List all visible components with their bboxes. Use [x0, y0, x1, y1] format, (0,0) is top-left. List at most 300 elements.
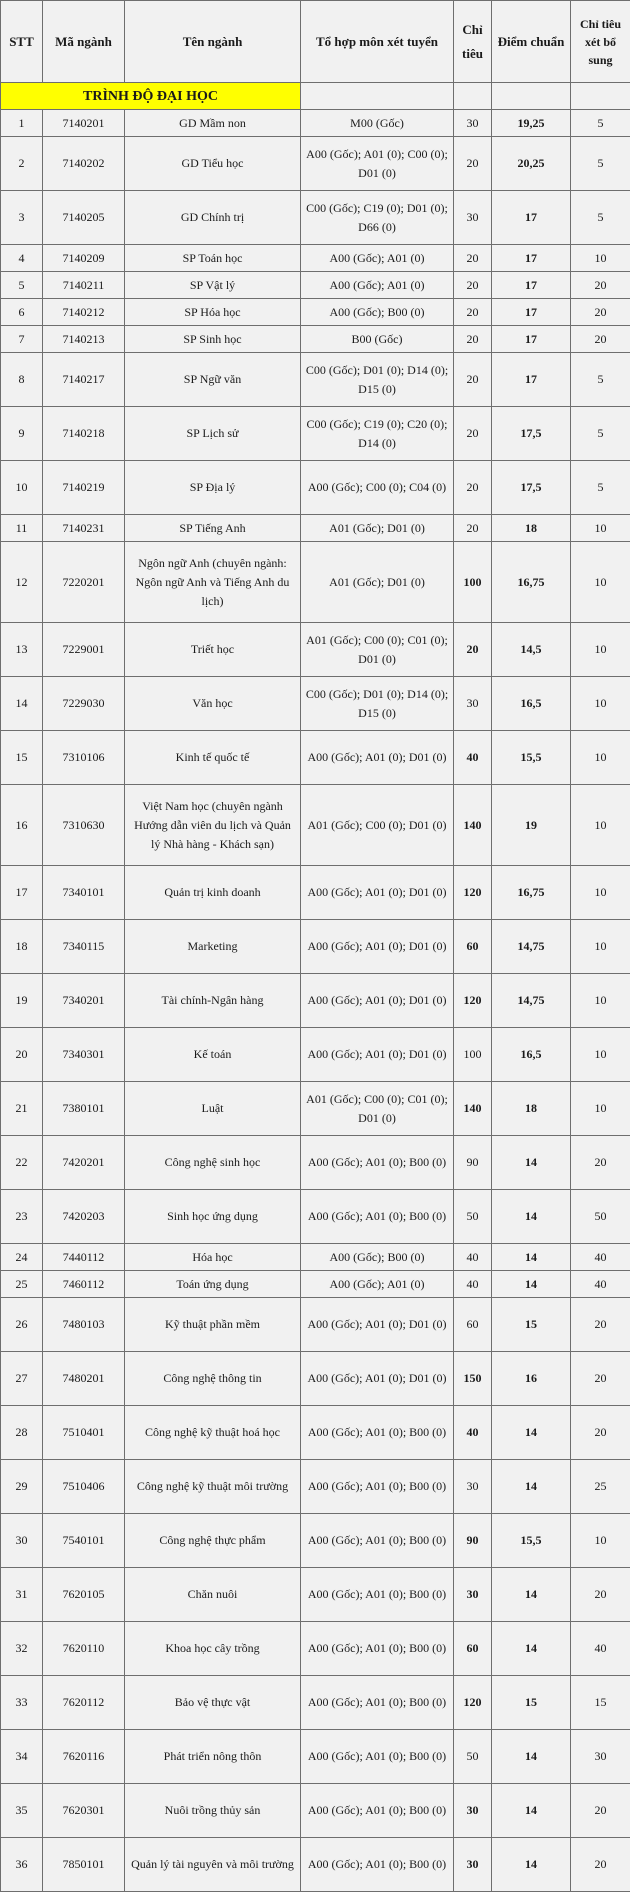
table-row	[1, 461, 630, 515]
cell-score: 14,75	[492, 974, 571, 1028]
table-row	[1, 623, 630, 677]
cell-combo: A00 (Gốc); A01 (0); D01 (0)	[301, 731, 454, 785]
cell-quota: 20	[454, 407, 492, 461]
section-row	[1, 83, 630, 110]
table-row	[1, 1730, 630, 1784]
cell-combo: A00 (Gốc); A01 (0); B00 (0)	[301, 1460, 454, 1514]
cell-combo: A00 (Gốc); A01 (0); D01 (0)	[301, 866, 454, 920]
cell-name: SP Vật lý	[125, 272, 301, 299]
table-row	[1, 1568, 630, 1622]
cell-code: 7140231	[43, 515, 125, 542]
cell-extra: 10	[571, 920, 630, 974]
cell-score: 14	[492, 1460, 571, 1514]
cell-score: 16	[492, 1352, 571, 1406]
table-row	[1, 1352, 630, 1406]
cell-code: 7380101	[43, 1082, 125, 1136]
cell-extra: 20	[571, 326, 630, 353]
table-row	[1, 1298, 630, 1352]
cell-score: 14,75	[492, 920, 571, 974]
cell-extra: 40	[571, 1271, 630, 1298]
cell-combo: A00 (Gốc); A01 (0)	[301, 1271, 454, 1298]
cell-score: 14	[492, 1730, 571, 1784]
cell-combo: A00 (Gốc); B00 (0)	[301, 299, 454, 326]
cell-stt: 29	[1, 1460, 43, 1514]
cell-name: Bảo vệ thực vật	[125, 1676, 301, 1730]
cell-stt: 11	[1, 515, 43, 542]
cell-stt: 10	[1, 461, 43, 515]
cell-combo: A01 (Gốc); C00 (0); C01 (0); D01 (0)	[301, 623, 454, 677]
cell-name: Tài chính-Ngân hàng	[125, 974, 301, 1028]
cell-score: 17	[492, 353, 571, 407]
header-combo: Tổ hợp môn xét tuyển	[301, 1, 454, 83]
table-row	[1, 677, 630, 731]
cell-stt: 22	[1, 1136, 43, 1190]
cell-quota: 30	[454, 110, 492, 137]
cell-quota: 50	[454, 1730, 492, 1784]
cell-combo: A00 (Gốc); A01 (0); B00 (0)	[301, 1190, 454, 1244]
header-extra: Chỉ tiêu xét bổ sung	[571, 1, 630, 83]
cell-extra: 5	[571, 191, 630, 245]
cell-name: SP Ngữ văn	[125, 353, 301, 407]
cell-score: 18	[492, 1082, 571, 1136]
table-row	[1, 1406, 630, 1460]
cell-name: GD Chính trị	[125, 191, 301, 245]
cell-quota: 100	[454, 1028, 492, 1082]
cell-score: 18	[492, 515, 571, 542]
table-row	[1, 1514, 630, 1568]
cell-quota: 20	[454, 353, 492, 407]
cell-score: 14,5	[492, 623, 571, 677]
cell-extra: 5	[571, 407, 630, 461]
cell-name: Quản lý tài nguyên và môi trường	[125, 1838, 301, 1892]
table-row	[1, 542, 630, 623]
cell-combo: A00 (Gốc); A01 (0); D01 (0)	[301, 920, 454, 974]
cell-stt: 27	[1, 1352, 43, 1406]
cell-score: 19,25	[492, 110, 571, 137]
cell-name: Chăn nuôi	[125, 1568, 301, 1622]
cell-code: 7140218	[43, 407, 125, 461]
cell-combo: A01 (Gốc); D01 (0)	[301, 542, 454, 623]
cell-stt: 14	[1, 677, 43, 731]
cell-extra: 50	[571, 1190, 630, 1244]
cell-combo: A00 (Gốc); A01 (0); D01 (0)	[301, 1352, 454, 1406]
cell-quota: 30	[454, 1784, 492, 1838]
cell-quota: 40	[454, 731, 492, 785]
table-row	[1, 1838, 630, 1892]
cell-quota: 120	[454, 1676, 492, 1730]
cell-quota: 140	[454, 785, 492, 866]
cell-combo: B00 (Gốc)	[301, 326, 454, 353]
cell-code: 7540101	[43, 1514, 125, 1568]
cell-quota: 30	[454, 1568, 492, 1622]
table-row	[1, 326, 630, 353]
cell-stt: 7	[1, 326, 43, 353]
table-row	[1, 1190, 630, 1244]
cell-score: 14	[492, 1190, 571, 1244]
table-row	[1, 1028, 630, 1082]
cell-extra: 20	[571, 299, 630, 326]
cell-name: Sinh học ứng dụng	[125, 1190, 301, 1244]
cell-quota: 30	[454, 191, 492, 245]
cell-score: 16,75	[492, 866, 571, 920]
table-row	[1, 191, 630, 245]
cell-extra: 10	[571, 623, 630, 677]
cell-code: 7229030	[43, 677, 125, 731]
cell-quota: 60	[454, 1298, 492, 1352]
cell-combo: A00 (Gốc); A01 (0); B00 (0)	[301, 1622, 454, 1676]
cell-code: 7850101	[43, 1838, 125, 1892]
cell-code: 7620301	[43, 1784, 125, 1838]
cell-code: 7140201	[43, 110, 125, 137]
header-stt: STT	[1, 1, 43, 83]
header-code: Mã ngành	[43, 1, 125, 83]
table-row	[1, 353, 630, 407]
cell-code: 7140205	[43, 191, 125, 245]
cell-code: 7140213	[43, 326, 125, 353]
cell-quota: 140	[454, 1082, 492, 1136]
cell-extra: 10	[571, 542, 630, 623]
cell-name: Hóa học	[125, 1244, 301, 1271]
cell-quota: 50	[454, 1190, 492, 1244]
cell-extra: 15	[571, 1676, 630, 1730]
cell-stt: 23	[1, 1190, 43, 1244]
cell-code: 7620116	[43, 1730, 125, 1784]
cell-extra: 10	[571, 974, 630, 1028]
cell-combo: A00 (Gốc); A01 (0); D01 (0)	[301, 1028, 454, 1082]
cell-combo: A00 (Gốc); A01 (0); B00 (0)	[301, 1136, 454, 1190]
cell-quota: 150	[454, 1352, 492, 1406]
section-empty-cell	[492, 83, 571, 110]
cell-name: Luật	[125, 1082, 301, 1136]
cell-extra: 30	[571, 1730, 630, 1784]
cell-combo: C00 (Gốc); D01 (0); D14 (0); D15 (0)	[301, 353, 454, 407]
cell-extra: 20	[571, 1838, 630, 1892]
cell-extra: 10	[571, 1028, 630, 1082]
cell-combo: A00 (Gốc); A01 (0); B00 (0)	[301, 1730, 454, 1784]
table-row	[1, 974, 630, 1028]
cell-extra: 5	[571, 110, 630, 137]
cell-quota: 30	[454, 1838, 492, 1892]
cell-code: 7340101	[43, 866, 125, 920]
table-row	[1, 1676, 630, 1730]
cell-stt: 4	[1, 245, 43, 272]
cell-extra: 20	[571, 1136, 630, 1190]
cell-score: 17	[492, 299, 571, 326]
cell-code: 7140217	[43, 353, 125, 407]
cell-combo: C00 (Gốc); C19 (0); C20 (0); D14 (0)	[301, 407, 454, 461]
cell-name: Kinh tế quốc tế	[125, 731, 301, 785]
cell-score: 14	[492, 1838, 571, 1892]
cell-combo: M00 (Gốc)	[301, 110, 454, 137]
cell-combo: A00 (Gốc); A01 (0); B00 (0)	[301, 1838, 454, 1892]
cell-quota: 120	[454, 974, 492, 1028]
cell-extra: 5	[571, 353, 630, 407]
cell-name: GD Mầm non	[125, 110, 301, 137]
cell-name: Văn học	[125, 677, 301, 731]
header-quota: Chỉ tiêu	[454, 1, 492, 83]
cell-code: 7140219	[43, 461, 125, 515]
cell-code: 7510401	[43, 1406, 125, 1460]
cell-code: 7440112	[43, 1244, 125, 1271]
cell-code: 7460112	[43, 1271, 125, 1298]
cell-quota: 30	[454, 1460, 492, 1514]
cell-code: 7140202	[43, 137, 125, 191]
cell-score: 16,75	[492, 542, 571, 623]
cell-extra: 25	[571, 1460, 630, 1514]
cell-name: Kỹ thuật phần mềm	[125, 1298, 301, 1352]
cell-stt: 2	[1, 137, 43, 191]
cell-stt: 5	[1, 272, 43, 299]
cell-combo: A01 (Gốc); D01 (0)	[301, 515, 454, 542]
cell-stt: 18	[1, 920, 43, 974]
cell-score: 15	[492, 1676, 571, 1730]
cell-combo: A00 (Gốc); A01 (0); B00 (0)	[301, 1568, 454, 1622]
cell-code: 7140209	[43, 245, 125, 272]
cell-code: 7310106	[43, 731, 125, 785]
cell-quota: 20	[454, 623, 492, 677]
table-row	[1, 920, 630, 974]
cell-score: 17	[492, 245, 571, 272]
section-title: TRÌNH ĐỘ ĐẠI HỌC	[1, 83, 301, 110]
cell-name: SP Toán học	[125, 245, 301, 272]
cell-stt: 12	[1, 542, 43, 623]
cell-combo: A00 (Gốc); A01 (0)	[301, 272, 454, 299]
cell-name: Phát triển nông thôn	[125, 1730, 301, 1784]
cell-stt: 24	[1, 1244, 43, 1271]
cell-name: SP Tiếng Anh	[125, 515, 301, 542]
cell-score: 15	[492, 1298, 571, 1352]
cell-code: 7220201	[43, 542, 125, 623]
cell-stt: 31	[1, 1568, 43, 1622]
cell-extra: 10	[571, 515, 630, 542]
cell-quota: 20	[454, 245, 492, 272]
table-row	[1, 1244, 630, 1271]
cell-extra: 10	[571, 866, 630, 920]
cell-name: Marketing	[125, 920, 301, 974]
cell-name: Khoa học cây trồng	[125, 1622, 301, 1676]
cell-stt: 15	[1, 731, 43, 785]
cell-combo: A01 (Gốc); C00 (0); D01 (0)	[301, 785, 454, 866]
table-row	[1, 245, 630, 272]
table-row	[1, 515, 630, 542]
cell-quota: 20	[454, 461, 492, 515]
cell-code: 7140211	[43, 272, 125, 299]
table-row	[1, 1460, 630, 1514]
cell-score: 16,5	[492, 1028, 571, 1082]
cell-extra: 10	[571, 245, 630, 272]
cell-combo: A00 (Gốc); A01 (0); B00 (0)	[301, 1784, 454, 1838]
cell-score: 14	[492, 1568, 571, 1622]
cell-stt: 26	[1, 1298, 43, 1352]
cell-extra: 20	[571, 1298, 630, 1352]
cell-combo: A00 (Gốc); A01 (0); B00 (0)	[301, 1514, 454, 1568]
cell-name: Công nghệ kỹ thuật môi trường	[125, 1460, 301, 1514]
cell-extra: 5	[571, 461, 630, 515]
header-score: Điểm chuẩn	[492, 1, 571, 83]
cell-stt: 6	[1, 299, 43, 326]
cell-quota: 20	[454, 515, 492, 542]
cell-combo: A01 (Gốc); C00 (0); C01 (0); D01 (0)	[301, 1082, 454, 1136]
cell-name: Công nghệ kỹ thuật hoá học	[125, 1406, 301, 1460]
cell-stt: 35	[1, 1784, 43, 1838]
cell-name: Ngôn ngữ Anh (chuyên ngành: Ngôn ngữ Anh và Tiếng Anh du lịch)	[125, 542, 301, 623]
cell-name: Triết học	[125, 623, 301, 677]
cell-score: 17,5	[492, 407, 571, 461]
cell-score: 14	[492, 1622, 571, 1676]
cell-quota: 60	[454, 920, 492, 974]
cell-score: 14	[492, 1784, 571, 1838]
cell-code: 7340115	[43, 920, 125, 974]
cell-stt: 19	[1, 974, 43, 1028]
cell-extra: 20	[571, 1352, 630, 1406]
cell-name: Nuôi trồng thủy sản	[125, 1784, 301, 1838]
cell-combo: C00 (Gốc); C19 (0); D01 (0); D66 (0)	[301, 191, 454, 245]
cell-score: 17	[492, 272, 571, 299]
cell-quota: 60	[454, 1622, 492, 1676]
cell-name: Việt Nam học (chuyên ngành Hướng dẫn viên du lịch và Quản lý Nhà hàng - Khách sạn)	[125, 785, 301, 866]
cell-name: SP Hóa học	[125, 299, 301, 326]
cell-code: 7140212	[43, 299, 125, 326]
cell-extra: 20	[571, 1568, 630, 1622]
cell-code: 7620110	[43, 1622, 125, 1676]
section-empty-cell	[454, 83, 492, 110]
cell-name: Quản trị kinh doanh	[125, 866, 301, 920]
cell-quota: 40	[454, 1271, 492, 1298]
cell-quota: 20	[454, 137, 492, 191]
cell-stt: 21	[1, 1082, 43, 1136]
cell-stt: 33	[1, 1676, 43, 1730]
cell-stt: 36	[1, 1838, 43, 1892]
cell-quota: 100	[454, 542, 492, 623]
cell-combo: A00 (Gốc); A01 (0); D01 (0)	[301, 974, 454, 1028]
cell-code: 7340201	[43, 974, 125, 1028]
cell-score: 20,25	[492, 137, 571, 191]
cell-score: 14	[492, 1271, 571, 1298]
cell-extra: 10	[571, 1082, 630, 1136]
table-row	[1, 110, 630, 137]
cell-quota: 40	[454, 1406, 492, 1460]
cell-stt: 28	[1, 1406, 43, 1460]
cell-stt: 17	[1, 866, 43, 920]
cell-combo: A00 (Gốc); B00 (0)	[301, 1244, 454, 1271]
cell-quota: 90	[454, 1514, 492, 1568]
cell-score: 15,5	[492, 1514, 571, 1568]
section-empty-cell	[571, 83, 630, 110]
cell-combo: A00 (Gốc); A01 (0); B00 (0)	[301, 1676, 454, 1730]
cell-combo: C00 (Gốc); D01 (0); D14 (0); D15 (0)	[301, 677, 454, 731]
cell-code: 7420203	[43, 1190, 125, 1244]
cell-quota: 90	[454, 1136, 492, 1190]
table-row	[1, 866, 630, 920]
cell-score: 16,5	[492, 677, 571, 731]
cell-extra: 10	[571, 785, 630, 866]
cell-code: 7340301	[43, 1028, 125, 1082]
cell-score: 19	[492, 785, 571, 866]
cell-name: SP Địa lý	[125, 461, 301, 515]
cell-extra: 10	[571, 1514, 630, 1568]
cell-extra: 10	[571, 731, 630, 785]
cell-code: 7310630	[43, 785, 125, 866]
cell-quota: 30	[454, 677, 492, 731]
cell-stt: 8	[1, 353, 43, 407]
cell-name: Công nghệ thông tin	[125, 1352, 301, 1406]
cell-code: 7620105	[43, 1568, 125, 1622]
cell-quota: 120	[454, 866, 492, 920]
table-row	[1, 1136, 630, 1190]
section-empty-cell	[301, 83, 454, 110]
cell-score: 15,5	[492, 731, 571, 785]
cell-extra: 20	[571, 1406, 630, 1460]
header-name: Tên ngành	[125, 1, 301, 83]
cell-quota: 20	[454, 326, 492, 353]
table-row	[1, 299, 630, 326]
cell-name: SP Lịch sử	[125, 407, 301, 461]
cell-combo: A00 (Gốc); A01 (0); B00 (0)	[301, 1406, 454, 1460]
cell-name: Kế toán	[125, 1028, 301, 1082]
table-row	[1, 407, 630, 461]
cell-code: 7480103	[43, 1298, 125, 1352]
cell-score: 14	[492, 1136, 571, 1190]
table-row	[1, 272, 630, 299]
table-row	[1, 785, 630, 866]
cell-stt: 32	[1, 1622, 43, 1676]
cell-stt: 25	[1, 1271, 43, 1298]
cell-stt: 9	[1, 407, 43, 461]
cell-extra: 40	[571, 1244, 630, 1271]
cell-combo: A00 (Gốc); A01 (0)	[301, 245, 454, 272]
cell-score: 17	[492, 191, 571, 245]
cell-name: SP Sinh học	[125, 326, 301, 353]
table-row	[1, 1784, 630, 1838]
cell-code: 7510406	[43, 1460, 125, 1514]
cell-stt: 1	[1, 110, 43, 137]
table-row	[1, 137, 630, 191]
cell-stt: 3	[1, 191, 43, 245]
cell-code: 7229001	[43, 623, 125, 677]
cell-code: 7480201	[43, 1352, 125, 1406]
cell-extra: 20	[571, 1784, 630, 1838]
cell-stt: 30	[1, 1514, 43, 1568]
cell-combo: A00 (Gốc); A01 (0); D01 (0)	[301, 1298, 454, 1352]
table-row	[1, 1082, 630, 1136]
table-row	[1, 1271, 630, 1298]
cell-stt: 13	[1, 623, 43, 677]
table-body	[1, 83, 630, 1892]
cell-extra: 10	[571, 677, 630, 731]
cell-name: GD Tiểu học	[125, 137, 301, 191]
table-row	[1, 731, 630, 785]
cell-name: Công nghệ sinh học	[125, 1136, 301, 1190]
cell-extra: 20	[571, 272, 630, 299]
cell-score: 17	[492, 326, 571, 353]
cell-code: 7620112	[43, 1676, 125, 1730]
cell-quota: 40	[454, 1244, 492, 1271]
cell-quota: 20	[454, 272, 492, 299]
cell-stt: 20	[1, 1028, 43, 1082]
cell-quota: 20	[454, 299, 492, 326]
cell-stt: 34	[1, 1730, 43, 1784]
table-header-row	[1, 1, 630, 83]
cell-score: 14	[492, 1244, 571, 1271]
table-row	[1, 1622, 630, 1676]
cell-extra: 5	[571, 137, 630, 191]
cell-extra: 40	[571, 1622, 630, 1676]
cell-combo: A00 (Gốc); C00 (0); C04 (0)	[301, 461, 454, 515]
cell-combo: A00 (Gốc); A01 (0); C00 (0); D01 (0)	[301, 137, 454, 191]
cell-score: 17,5	[492, 461, 571, 515]
cell-stt: 16	[1, 785, 43, 866]
cell-name: Toán ứng dụng	[125, 1271, 301, 1298]
